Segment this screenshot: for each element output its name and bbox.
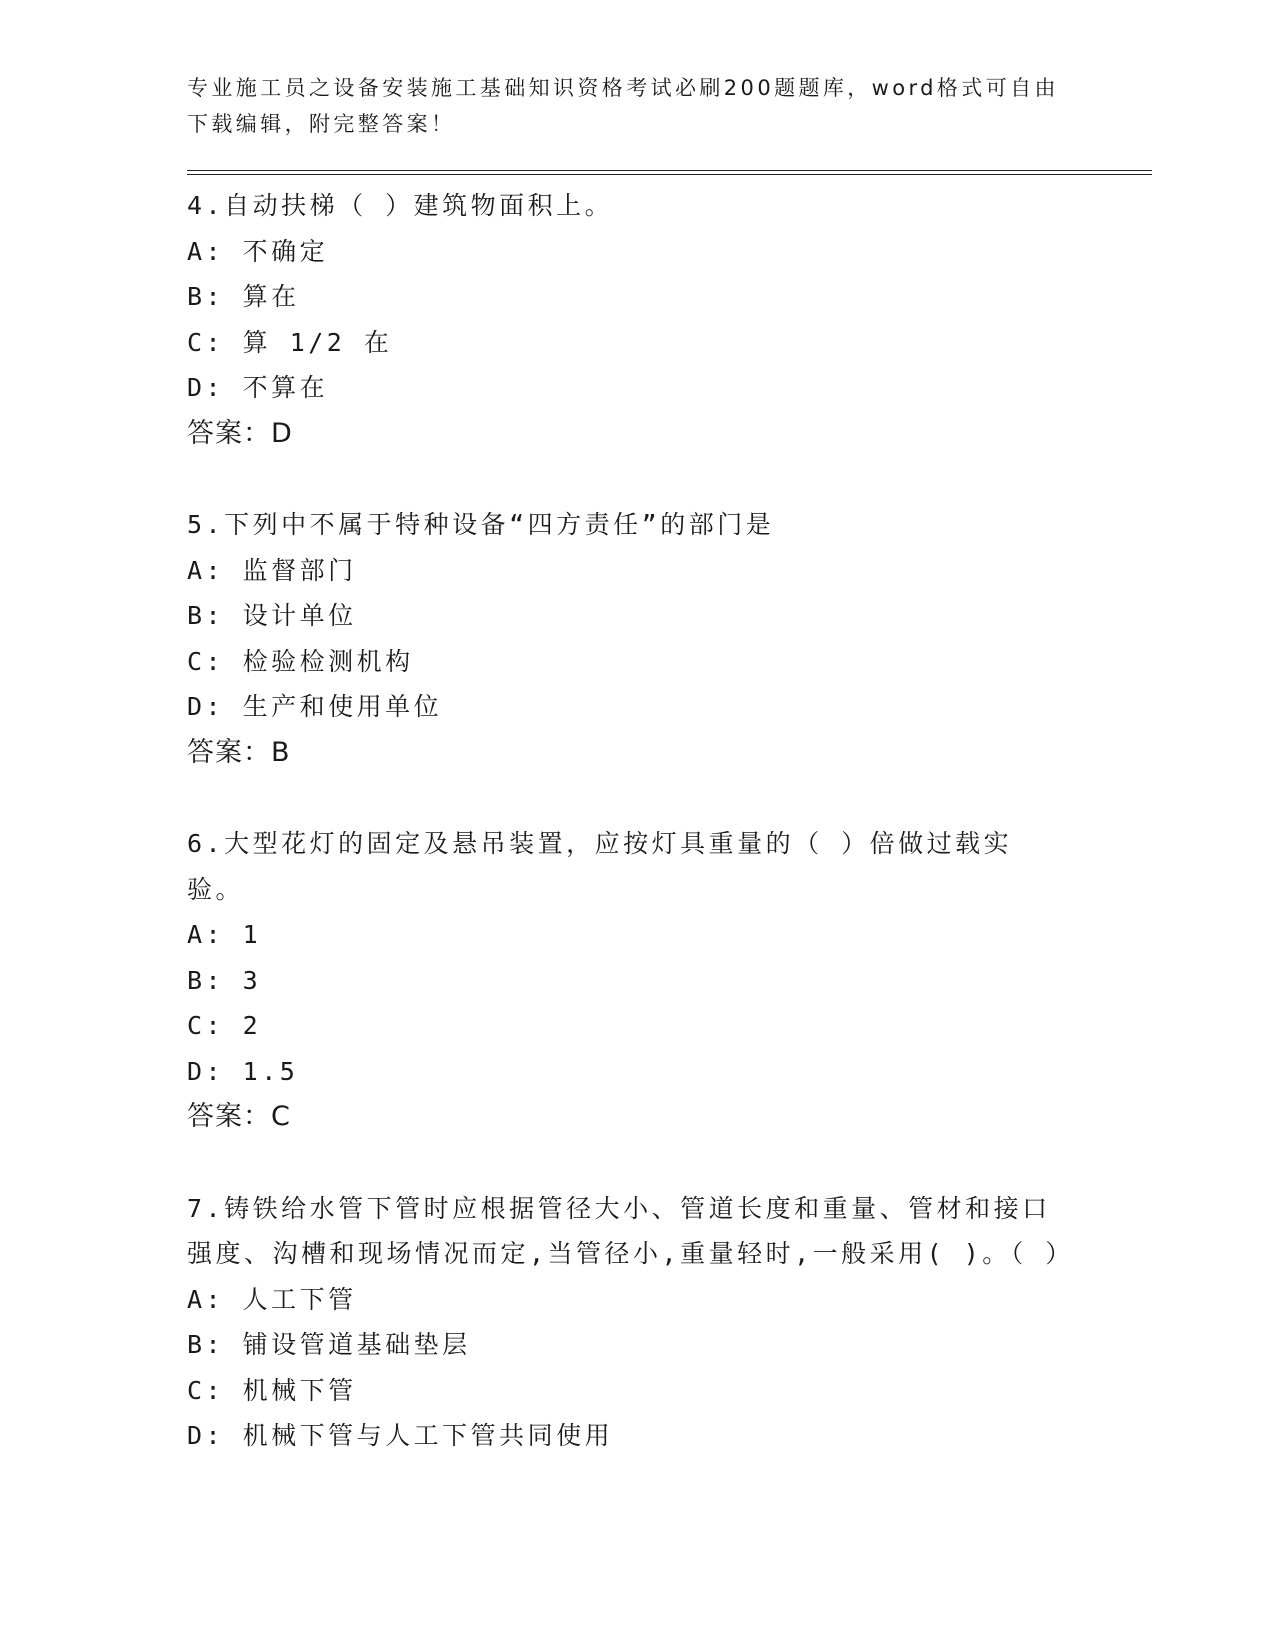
answer-line: 答案：D: [187, 417, 293, 449]
option-d: D: 生产和使用单位: [187, 692, 443, 721]
option-b: B: 铺设管道基础垫层: [187, 1330, 471, 1359]
header-line-1: 专业施工员之设备安装施工基础知识资格考试必刷200题题库，word格式可自由: [187, 76, 1059, 100]
question-stem: 5.下列中不属于特种设备“四方责任”的部门是: [187, 510, 775, 539]
option-b: B: 算在: [187, 282, 300, 311]
option-c: C: 机械下管: [187, 1375, 357, 1405]
option-a: A: 1: [187, 920, 262, 949]
question-7: [187, 1186, 1147, 1459]
header-line-2: 下载编辑，附完整答案！: [187, 112, 456, 136]
header-divider: [187, 170, 1152, 175]
option-a: A: 监督部门: [187, 555, 357, 585]
option-a: A: 人工下管: [187, 1284, 357, 1314]
option-c: C: 2: [187, 1011, 262, 1040]
question-4: [187, 183, 1147, 456]
question-stem: 4.自动扶梯（ ）建筑物面积上。: [187, 191, 614, 220]
option-a: A: 不确定: [187, 236, 329, 266]
option-c: C: 算 1/2 在: [187, 327, 393, 357]
question-stem: 6.大型花灯的固定及悬吊装置，应按灯具重量的（ ）倍做过载实验。: [187, 829, 1013, 904]
option-d: D: 1.5: [187, 1056, 299, 1086]
option-d: D: 不算在: [187, 373, 329, 402]
question-5: [187, 502, 1147, 775]
option-b: B: 3: [187, 965, 262, 995]
option-c: C: 检验检测机构: [187, 646, 414, 676]
document-header: [187, 70, 1147, 142]
question-stem: 7.铸铁给水管下管时应根据管径大小、管道长度和重量、管材和接口强度、沟槽和现场情况而定,当管径小,重量轻时,一般采用( )。（ ）: [187, 1193, 1074, 1268]
answer-line: 答案：C: [187, 1101, 291, 1132]
document-page: [187, 70, 1147, 1505]
option-d: D: 机械下管与人工下管共同使用: [187, 1421, 614, 1450]
answer-line: 答案：B: [187, 736, 291, 768]
question-list: [187, 183, 1147, 1459]
option-b: B: 设计单位: [187, 601, 357, 630]
question-6: [187, 821, 1147, 1140]
